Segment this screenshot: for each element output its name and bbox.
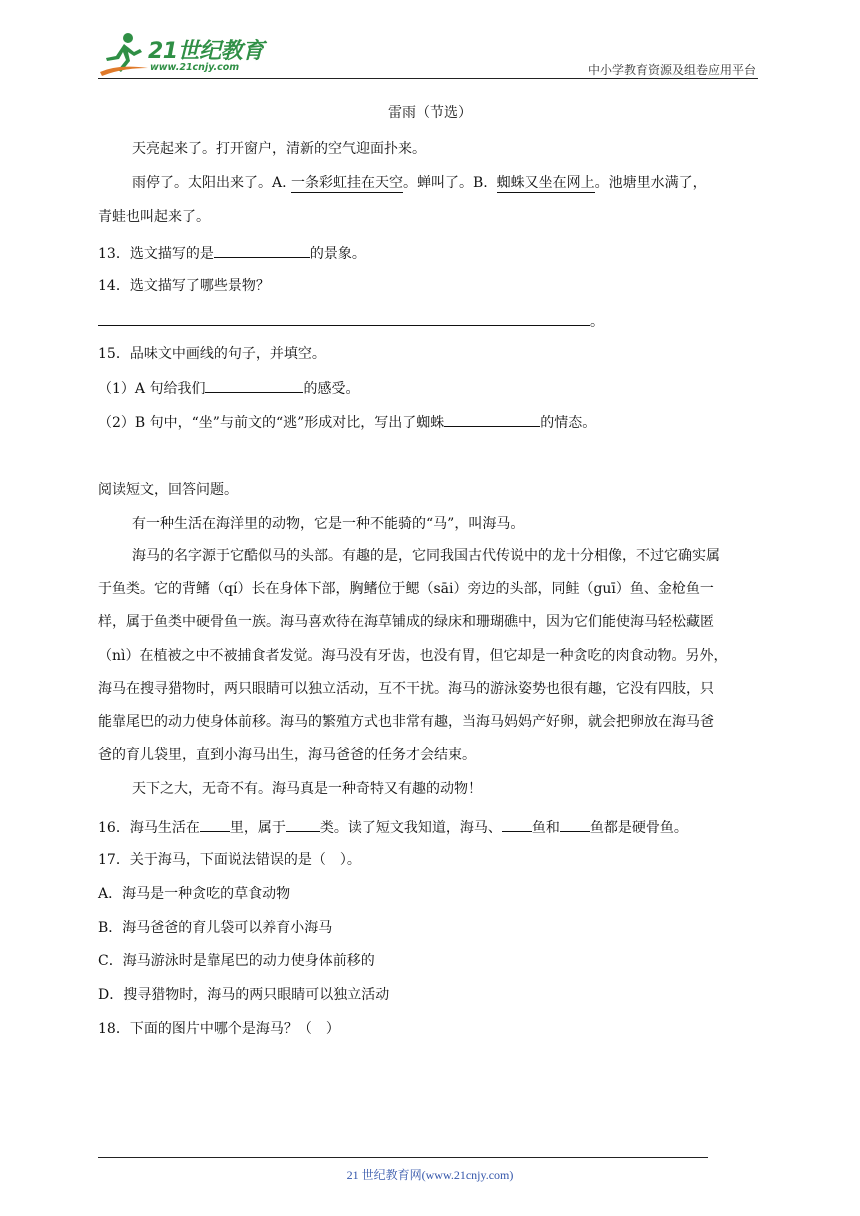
- option-d[interactable]: D．搜寻猎物时，海马的两只眼睛可以独立活动: [98, 987, 390, 1003]
- underlined-sentence-a: 一条彩虹挂在天空: [291, 175, 404, 191]
- passage-title: 雷雨（节选）: [388, 105, 472, 121]
- answer-blank[interactable]: [444, 412, 540, 427]
- answer-blank[interactable]: [560, 817, 590, 832]
- passage2-line: 有一种生活在海洋里的动物，它是一种不能骑的“马”，叫海马。: [132, 516, 525, 532]
- passage2-line: （nì）在植被之中不被捕食者发觉。海马没有牙齿，也没有胃，但它却是一种贪吃的肉食动物。另外，: [98, 648, 728, 664]
- question-text: 的情态。: [540, 415, 597, 431]
- question-text: 鱼和: [531, 820, 560, 836]
- question-15-1: [98, 378, 359, 398]
- option-c[interactable]: C．海马游泳时是靠尾巴的动力使身体前移的: [98, 953, 375, 969]
- underlined-sentence-b: 蜘蛛又坐在网上: [496, 175, 595, 191]
- header-divider: [98, 78, 758, 79]
- option-b[interactable]: B．海马爸爸的育儿袋可以养育小海马: [98, 920, 333, 936]
- question-text: 的感受。: [303, 381, 360, 397]
- question-text: 里，属于: [229, 820, 286, 836]
- question-text: 类。读了短文我知道，海马、: [319, 820, 502, 836]
- text-segment: 。蝉叫了。B.: [403, 175, 488, 191]
- passage1-paragraph1: 天亮起来了。打开窗户，清新的空气迎面扑来。: [132, 141, 426, 157]
- answer-blank[interactable]: [502, 817, 532, 832]
- question-text: 鱼都是硬骨鱼。: [589, 820, 688, 836]
- question-text: 的景象。: [309, 246, 366, 262]
- footer-text[interactable]: 21 世纪教育网(www.21cnjy.com): [346, 1168, 514, 1182]
- runner-logo-icon: [98, 30, 150, 78]
- platform-name: 中小学教育资源及组卷应用平台: [587, 63, 756, 77]
- passage2-line: 于鱼类。它的背鳍（qí）长在身体下部，胸鳍位于鳃（sāi）旁边的头部，同鲑（guī）鱼、金枪鱼一: [98, 581, 714, 597]
- passage2-line: 天下之大，无奇不有。海马真是一种奇特又有趣的动物！: [132, 781, 482, 797]
- passage2-line: 海马在搜寻猎物时，两只眼睛可以独立活动，互不干扰。海马的游泳姿势也很有趣，它没有四肢，只: [98, 681, 714, 697]
- text-segment: 雨停了。太阳出来了。A.: [132, 175, 287, 191]
- answer-blank[interactable]: [200, 817, 230, 832]
- logo-url: www.21cnjy.com: [150, 62, 240, 73]
- question-16: [98, 817, 688, 837]
- question-14: 14．选文描写了哪些景物？: [98, 278, 270, 294]
- question-15: 15．品味文中画线的句子，并填空。: [98, 346, 326, 362]
- passage1-paragraph2-cont: 青蛙也叫起来了。: [98, 209, 210, 225]
- question-14-answer-line: [98, 311, 604, 331]
- footer-divider: [98, 1157, 708, 1158]
- logo-text: 21世纪教育: [148, 39, 264, 64]
- option-a[interactable]: A．海马是一种贪吃的草食动物: [98, 886, 291, 902]
- question-17: 17．关于海马，下面说法错误的是（ ）。: [98, 852, 361, 868]
- text-segment: 。池塘里水满了，: [594, 175, 707, 191]
- question-text: （2）B 句中，“坐”与前文的“逃”形成对比，写出了蜘蛛: [98, 415, 445, 431]
- passage2-line: 能靠尾巴的动力使身体前移。海马的繁殖方式也非常有趣，当海马妈妈产好卵，就会把卵放在海马爸: [98, 714, 714, 730]
- passage2-line: 爸的育儿袋里，直到小海马出生，海马爸爸的任务才会结束。: [98, 747, 476, 763]
- question-text: 13．选文描写的是: [98, 246, 214, 262]
- question-15-2: [98, 412, 596, 432]
- passage2-line: 样，属于鱼类中硬骨鱼一族。海马喜欢待在海草铺成的绿床和珊瑚礁中，因为它们能使海马轻松藏匿: [98, 614, 714, 630]
- question-13: [98, 243, 366, 263]
- question-text: 16．海马生活在: [98, 820, 200, 836]
- passage1-paragraph2: [132, 174, 707, 192]
- reading-instruction: 阅读短文，回答问题。: [98, 482, 238, 498]
- punctuation: 。: [590, 314, 604, 330]
- answer-blank[interactable]: [214, 243, 310, 258]
- answer-blank[interactable]: [286, 817, 320, 832]
- answer-blank[interactable]: [98, 311, 590, 326]
- passage2-line: 海马的名字源于它酷似马的头部。有趣的是，它同我国古代传说中的龙十分相像，不过它确实属: [132, 548, 720, 564]
- question-text: （1）A 句给我们: [98, 381, 206, 397]
- page-header: [98, 30, 758, 78]
- answer-blank[interactable]: [205, 378, 303, 393]
- question-18: 18．下面的图片中哪个是海马？（ ）: [98, 1021, 340, 1037]
- logo: [98, 30, 268, 78]
